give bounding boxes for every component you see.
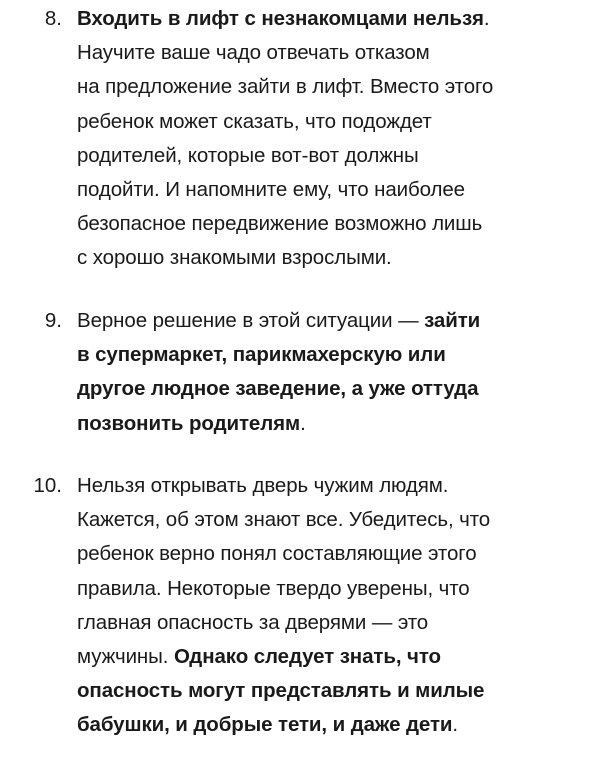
text-line bbox=[77, 338, 587, 372]
bold-text-run: бабушки, и добрые тети, и даже дети bbox=[77, 713, 453, 737]
text-line bbox=[77, 606, 587, 640]
list-item-text bbox=[77, 304, 587, 441]
list-item-text bbox=[77, 2, 587, 276]
text-run: с хорошо знакомыми взрослыми. bbox=[77, 246, 392, 270]
list-item-number: 8. bbox=[44, 7, 62, 30]
text-line bbox=[77, 241, 587, 275]
text-run: Кажется, об этом знают все. Убедитесь, что bbox=[77, 508, 491, 532]
text-run: ребенок может сказать, что подождет bbox=[77, 109, 432, 133]
text-run: родителей, которые вот-вот должны bbox=[77, 143, 419, 167]
text-run: . bbox=[483, 7, 490, 30]
text-line bbox=[77, 674, 587, 708]
text-run: Научите ваше чадо отвечать отказом bbox=[77, 41, 430, 65]
text-line bbox=[77, 207, 587, 241]
text-run: главная опасность за дверями — это bbox=[77, 610, 429, 634]
text-line bbox=[77, 572, 587, 606]
bold-text-run: опасность могут представлять и милые bbox=[77, 679, 485, 703]
text-run: ребенок верно понял составляющие этого bbox=[77, 542, 477, 566]
bold-text-run: в супермаркет, парикмахерскую или bbox=[77, 343, 446, 367]
text-run: . bbox=[300, 411, 306, 435]
text-run: Верное решение в этой ситуации — bbox=[77, 309, 425, 332]
list-item-number: 9. bbox=[44, 309, 62, 332]
text-run: правила. Некоторые твердо уверены, что bbox=[77, 576, 470, 600]
bold-text-run: другое людное заведение, а уже оттуда bbox=[77, 377, 479, 401]
list-item-text bbox=[77, 469, 587, 743]
text-line bbox=[77, 407, 587, 441]
text-line bbox=[77, 2, 587, 36]
bold-text-run: Однако следует знать, что bbox=[173, 645, 441, 669]
text-run: мужчины. bbox=[77, 645, 174, 669]
text-line bbox=[77, 708, 587, 742]
text-run: Нельзя открывать дверь чужим людям. bbox=[77, 474, 449, 497]
bold-text-run: позвонить родителям bbox=[77, 411, 301, 435]
text-line bbox=[77, 372, 587, 406]
text-run: подойти. И напомните ему, что наиболее bbox=[77, 178, 465, 202]
bold-text-run: зайти bbox=[424, 309, 481, 332]
text-line bbox=[77, 105, 587, 139]
text-line bbox=[77, 640, 587, 674]
text-run: на предложение зайти в лифт. Вместо этого bbox=[77, 75, 494, 99]
text-line bbox=[77, 503, 587, 537]
text-line bbox=[77, 70, 587, 104]
text-run: . bbox=[452, 713, 458, 737]
text-line bbox=[77, 139, 587, 173]
list-item-number: 10. bbox=[33, 474, 62, 497]
text-line bbox=[77, 304, 587, 338]
text-line bbox=[77, 36, 587, 70]
text-line bbox=[77, 173, 587, 207]
text-line bbox=[77, 469, 587, 503]
text-run: безопасное передвижение возможно лишь bbox=[77, 212, 483, 236]
text-line bbox=[77, 537, 587, 571]
bold-text-run: Входить в лифт с незнакомцами нельзя bbox=[77, 7, 484, 30]
